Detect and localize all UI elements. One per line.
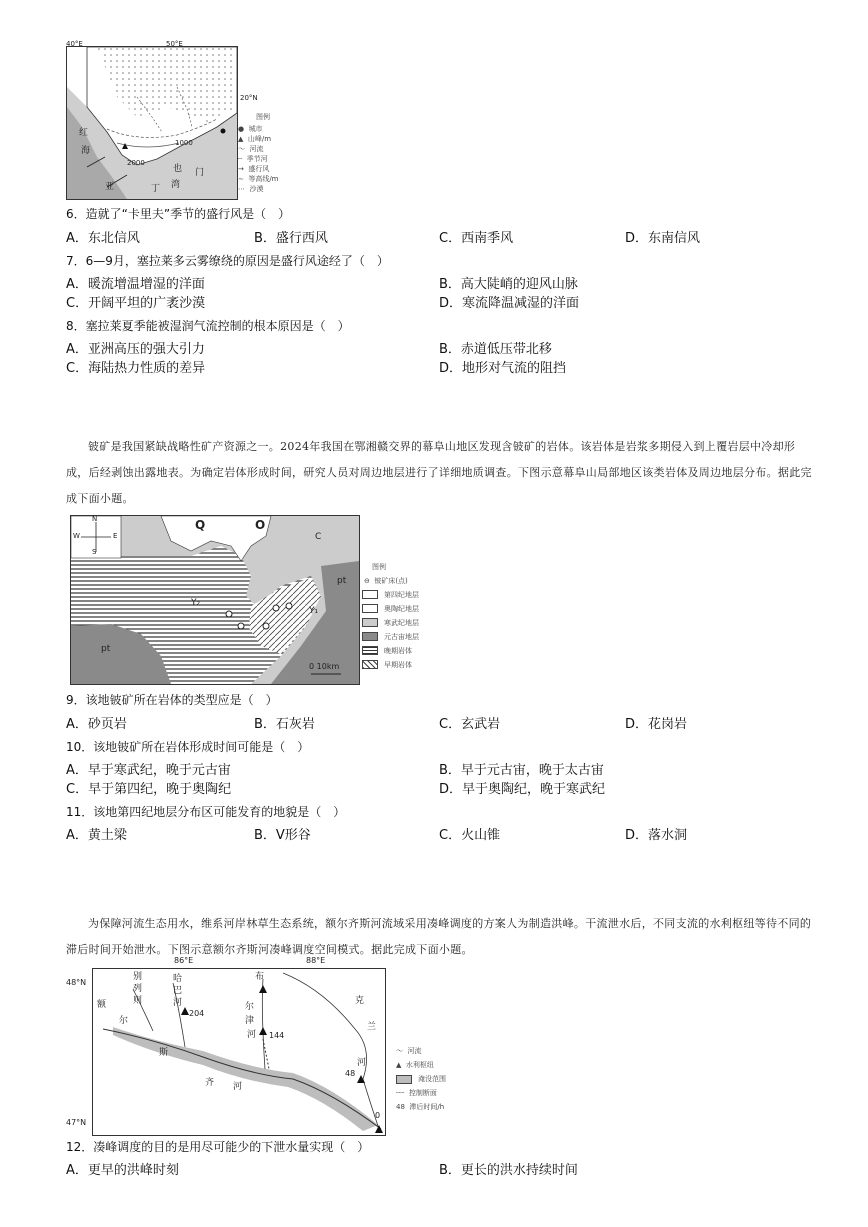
figure1-lon-right: 50°E xyxy=(166,40,183,48)
figure3-label-e: 额 xyxy=(97,1000,107,1010)
figure2-label-pt-left: pt xyxy=(101,644,111,654)
q8-option-a[interactable]: A．亚洲高压的强大引力 xyxy=(66,342,205,357)
figure3-legend-river: ～ 河流 xyxy=(396,1047,422,1055)
figure1-legend-desert: ⋯ 沙漠 xyxy=(238,185,264,193)
figure2-legend-c: 寒武纪地层 xyxy=(384,619,419,627)
figure3-lat-top: 48°N xyxy=(66,978,87,987)
q8-option-c[interactable]: C．海陆热力性质的差异 xyxy=(66,361,206,376)
q9-option-c[interactable]: C．玄武岩 xyxy=(439,717,501,732)
figure2-legend-title: 图例 xyxy=(372,563,386,571)
figure2-legend-q: 第四纪地层 xyxy=(384,591,419,599)
figure1-label-2000: 2000 xyxy=(127,159,145,167)
q9-option-d[interactable]: D．花岗岩 xyxy=(625,717,688,732)
figure3-label-bie: 别 xyxy=(133,972,143,982)
q10-stem: 10．该地铍矿所在岩体形成时间可能是（ ） xyxy=(66,740,310,754)
q11-stem: 11．该地第四纪地层分布区可能发育的地貌是（ ） xyxy=(66,805,346,819)
figure3-label-he: 河 xyxy=(233,1082,243,1092)
q12-option-a[interactable]: A．更早的洪峰时刻 xyxy=(66,1163,179,1178)
figure3-lon-left: 86°E xyxy=(174,956,194,965)
figure1-legend-contour: ∼ 等高线/m xyxy=(238,175,279,183)
figure3-label-lan: 兰 xyxy=(367,1022,377,1032)
figure3-label-si: 斯 xyxy=(159,1048,169,1058)
figure3-label-lie: 列 xyxy=(133,984,143,994)
figure1-legend-seasonal: ┄ 季节河 xyxy=(238,155,268,163)
figure1-lon-left: 40°E xyxy=(66,40,83,48)
figure2-legend-swatch-q xyxy=(362,590,378,599)
figure3-map xyxy=(92,968,386,1136)
figure2-label-c: C xyxy=(315,532,322,542)
q8-stem: 8．塞拉莱夏季能被湿润气流控制的根本原因是（ ） xyxy=(66,319,350,333)
q11-option-c[interactable]: C．火山锥 xyxy=(439,828,501,843)
figure2-legend-late: 晚期岩体 xyxy=(384,647,412,655)
figure2-map xyxy=(70,515,360,685)
figure2-label-y1: Y₁ xyxy=(309,606,319,616)
q6-option-a[interactable]: A．东北信风 xyxy=(66,231,140,246)
figure2-label-y2: Y₂ xyxy=(191,598,201,608)
figure2-label-o: O xyxy=(255,518,266,532)
figure3-label-ze: 则 xyxy=(133,996,143,1006)
figure2-legend-swatch-pt xyxy=(362,632,378,641)
figure2-scale: 0 10km xyxy=(309,662,340,671)
figure3-legend-flood: 淹没范围 xyxy=(418,1075,446,1083)
figure3-label-ha: 哈 xyxy=(173,974,183,984)
figure1-map-drawing xyxy=(67,47,237,199)
figure2-label-q: Q xyxy=(195,518,206,532)
figure2-legend-swatch-o xyxy=(362,604,378,613)
figure2-legend-o: 奥陶纪地层 xyxy=(384,605,419,613)
figure1-label-red: 红 xyxy=(79,128,89,138)
figure2-legend-swatch-early xyxy=(362,660,378,669)
figure3-label-er: 尔 xyxy=(119,1016,129,1026)
q6-option-b[interactable]: B．盛行西风 xyxy=(254,231,328,246)
figure2-legend-swatch-late xyxy=(362,646,378,655)
q11-option-a[interactable]: A．黄土梁 xyxy=(66,828,127,843)
q10-option-a[interactable]: A．早于寒武纪，晚于元古宙 xyxy=(66,763,231,778)
figure3-lon-right: 88°E xyxy=(306,956,326,965)
figure3-label-ke: 克 xyxy=(355,996,365,1006)
passage3: 为保障河流生态用水，维系河岸林草生态系统，额尔齐斯河流域采用凑峰调度的方案人为制造洪峰。干流泄水后，不同支流的水利枢纽等待不同的滞后时间开始泄水。下图示意额尔齐斯河凑峰调度空间模式。据此完成下面小题。 xyxy=(66,917,812,956)
q12-stem: 12．凑峰调度的目的是用尽可能少的下泄水量实现（ ） xyxy=(66,1140,370,1154)
q7-option-a[interactable]: A．暖流增温增湿的洋面 xyxy=(66,277,205,292)
q6-option-c[interactable]: C．西南季风 xyxy=(439,231,514,246)
figure3-legend-swatch-flood xyxy=(396,1075,412,1084)
figure3-label-qi: 齐 xyxy=(205,1078,215,1088)
figure1-label-wan: 湾 xyxy=(171,180,181,190)
figure3-lat-bottom: 47°N xyxy=(66,1118,87,1127)
figure1-legend-wind: → 盛行风 xyxy=(238,165,270,173)
figure3-value-48: 48 xyxy=(345,1069,356,1078)
figure1-label-ding: 丁 xyxy=(151,184,161,194)
passage2: 铍矿是我国紧缺战略性矿产资源之一。2024年我国在鄂湘赣交界的幕阜山地区发现含铍矿的岩体。该岩体是岩浆多期侵入到上覆岩层中冷却形成，后经剥蚀出露地表。为确定岩体形成时间，研究人员对周边地层进行了详细地质调查。下图示意幕阜山局部地区该类岩体及周边地层分布。据此完成下面小题。 xyxy=(66,440,812,505)
figure3-label-jin: 津 xyxy=(245,1016,255,1026)
q10-option-b[interactable]: B．早于元古宙，晚于太古宙 xyxy=(439,763,604,778)
figure2-compass-n: N xyxy=(92,515,98,523)
figure2-compass-e: E xyxy=(113,532,118,540)
q11-option-d[interactable]: D．落水洞 xyxy=(625,828,688,843)
figure3-label-er2: 尔 xyxy=(245,1002,255,1012)
figure3-label-ba: 巴 xyxy=(173,986,183,996)
figure3-legend xyxy=(396,1046,506,1124)
figure1-label-ye: 也 xyxy=(173,164,183,174)
figure1-label-1000: 1000 xyxy=(175,139,193,147)
q9-stem: 9．该地铍矿所在岩体的类型应是（ ） xyxy=(66,693,278,707)
figure1-legend-peak: ▲ 山峰/m xyxy=(238,135,272,143)
figure3-label-he4: 河 xyxy=(357,1058,367,1068)
figure3-label-he3: 河 xyxy=(173,998,183,1008)
q11-option-b[interactable]: B．V形谷 xyxy=(254,828,311,843)
figure3-legend-lag: 48 滞后时间/h xyxy=(396,1103,445,1111)
figure2-legend-swatch-c xyxy=(362,618,378,627)
figure1-label-sea: 海 xyxy=(81,146,91,156)
q7-option-b[interactable]: B．高大陡峭的迎风山脉 xyxy=(439,277,578,292)
figure3-value-0: 0 xyxy=(375,1111,381,1120)
figure2-label-pt-right: pt xyxy=(337,576,347,586)
figure3-legend-dam: ▲ 水利枢纽 xyxy=(396,1061,434,1069)
figure1-legend-river: ～ 河流 xyxy=(238,145,264,153)
q10-option-c[interactable]: C．早于第四纪，晚于奥陶纪 xyxy=(66,782,232,797)
q10-option-d[interactable]: D．早于奥陶纪，晚于寒武纪 xyxy=(439,782,606,797)
figure3-value-144: 144 xyxy=(269,1031,285,1040)
q8-option-b[interactable]: B．赤道低压带北移 xyxy=(439,342,552,357)
figure3-value-204: 204 xyxy=(189,1009,205,1018)
q6-option-d[interactable]: D．东南信风 xyxy=(625,231,701,246)
q9-option-a[interactable]: A．砂页岩 xyxy=(66,717,127,732)
figure1-legend-title: 图例 xyxy=(256,113,270,121)
figure2-legend-deposit: ⊖ 铍矿床(点) xyxy=(364,577,408,585)
figure2-compass-s: S xyxy=(92,548,97,556)
q8-option-d[interactable]: D．地形对气流的阻挡 xyxy=(439,361,567,376)
figure1-lat: 20°N xyxy=(240,94,258,102)
q12-option-b[interactable]: B．更长的洪水持续时间 xyxy=(439,1163,578,1178)
figure3-label-he2: 河 xyxy=(247,1030,257,1040)
q7-option-d[interactable]: D．寒流降温减湿的洋面 xyxy=(439,296,580,311)
q9-option-b[interactable]: B．石灰岩 xyxy=(254,717,315,732)
figure1-legend xyxy=(238,112,308,200)
figure2-legend-pt: 元古宙地层 xyxy=(384,633,419,641)
figure1-map xyxy=(66,46,238,200)
figure1-legend-city: ● 城市 xyxy=(238,125,263,133)
figure3-legend-section: ┄┄ 控制断面 xyxy=(396,1089,437,1097)
figure2-compass-w: W xyxy=(73,532,80,540)
q6-stem: 6．造就了“卡里夫”季节的盛行风是（ ） xyxy=(66,207,291,221)
figure1-label-men: 门 xyxy=(195,168,205,178)
figure2-legend xyxy=(362,562,472,686)
figure1-label-ya: 亚 xyxy=(105,182,115,192)
q7-option-c[interactable]: C．开阔平坦的广袤沙漠 xyxy=(66,296,206,311)
figure2-legend-early: 早期岩体 xyxy=(384,661,412,669)
figure3-label-bu: 布 xyxy=(255,972,265,982)
q7-stem: 7．6—9月，塞拉莱多云雾缭绕的原因是盛行风途经了（ ） xyxy=(66,254,389,268)
